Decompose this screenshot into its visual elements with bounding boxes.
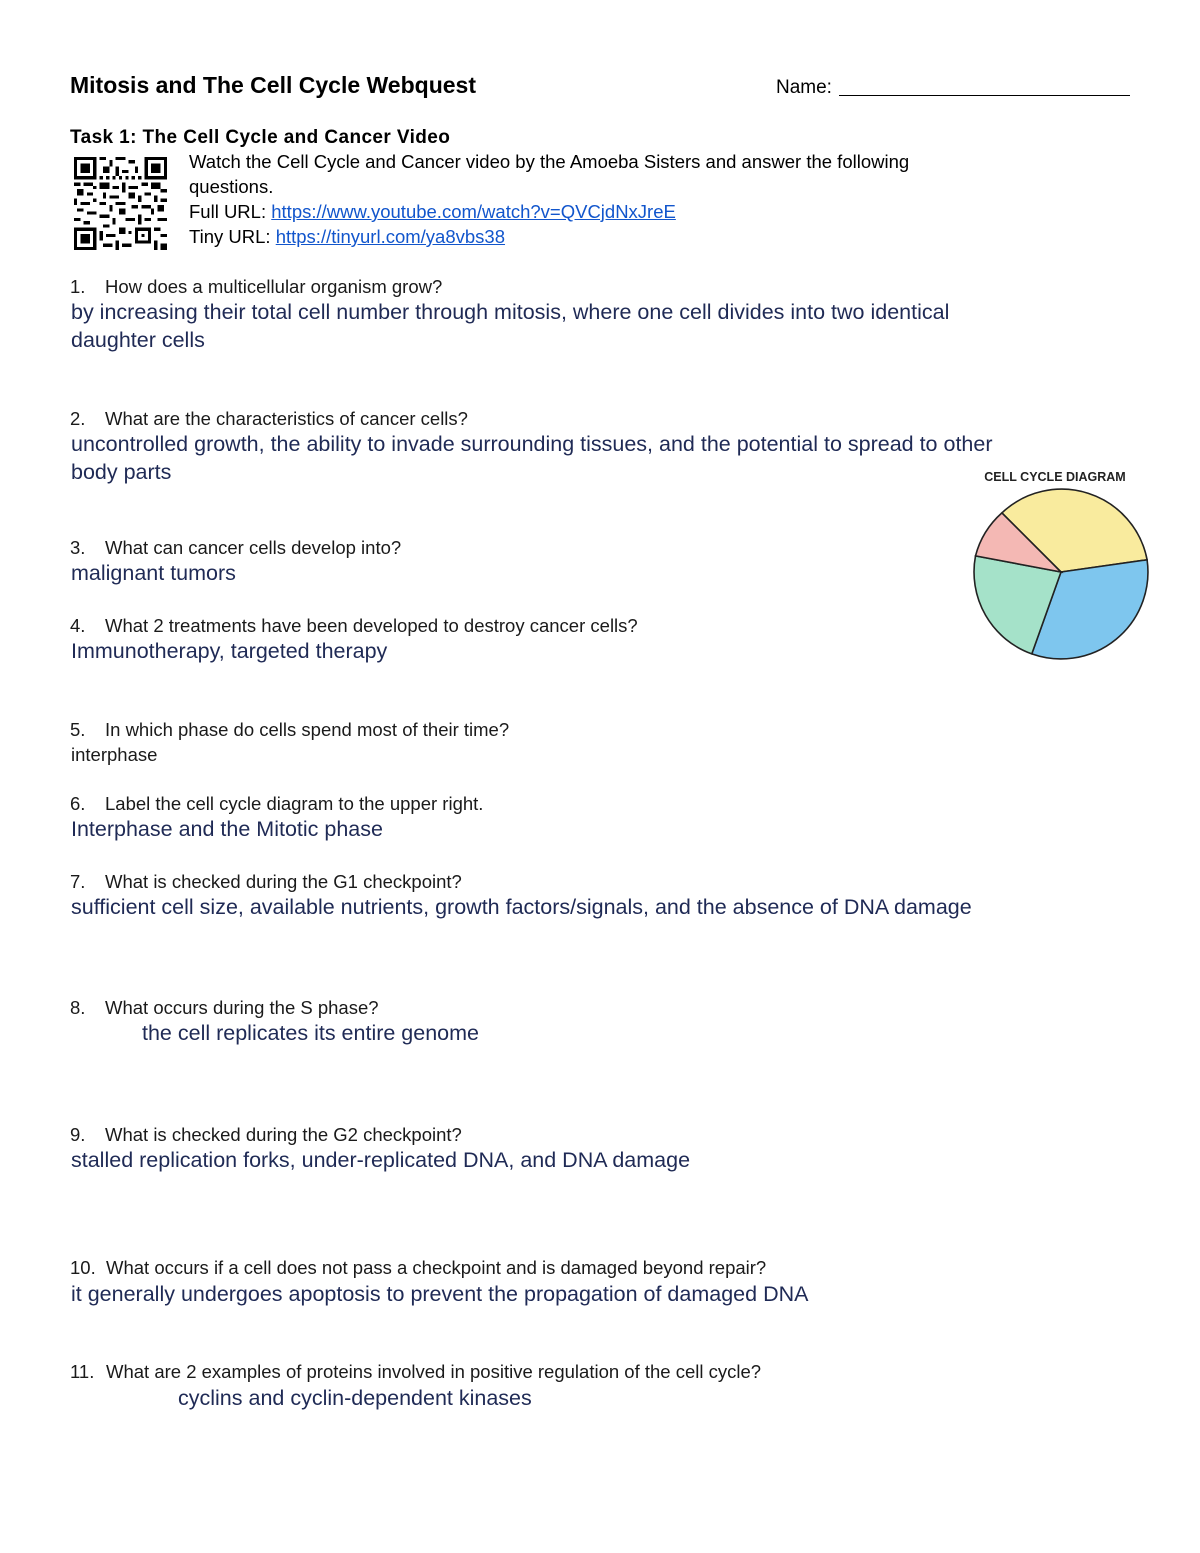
qr-code-icon (74, 157, 167, 250)
answer-9: stalled replication forks, under-replicated DNA, and DNA damage (71, 1148, 691, 1172)
question-11: 11. What are 2 examples of proteins involved in positive regulation of the cell cycle? (70, 1361, 762, 1382)
full-url-line (189, 199, 676, 224)
question-3: 3. What can cancer cells develop into? (70, 537, 402, 558)
tiny-url-label: Tiny URL: (189, 226, 276, 247)
cell-cycle-diagram (968, 462, 1158, 667)
full-url-label: Full URL: (189, 201, 272, 222)
answer-7: sufficient cell size, available nutrients, growth factors/signals, and the absence of DNA damage (71, 895, 972, 919)
document-title: Mitosis and The Cell Cycle Webquest (70, 72, 476, 98)
tiny-url-link[interactable]: https://tinyurl.com/ya8vbs38 (275, 226, 506, 247)
answer-6: Interphase and the Mitotic phase (71, 817, 383, 841)
tiny-url-line (189, 224, 505, 249)
task-1-instructions-line-2: questions. (189, 176, 274, 197)
answer-3: malignant tumors (71, 561, 236, 585)
name-label: Name: (776, 77, 832, 98)
question-9: 9. What is checked during the G2 checkpoint? (70, 1124, 462, 1145)
answer-11: cyclins and cyclin-dependent kinases (178, 1386, 532, 1410)
question-1: 1. How does a multicellular organism grow? (70, 276, 443, 297)
task-1-heading: Task 1: The Cell Cycle and Cancer Video (70, 127, 451, 148)
answer-2: uncontrolled growth, the ability to invade surrounding tissues, and the potential to spread to other body parts (71, 432, 993, 484)
full-url-link[interactable]: https://www.youtube.com/watch?v=QVCjdNxJreE (271, 201, 676, 222)
question-8: 8. What occurs during the S phase? (70, 997, 379, 1018)
question-10: 10. What occurs if a cell does not pass a checkpoint and is damaged beyond repair? (70, 1257, 767, 1278)
task-1-instructions-line-1: Watch the Cell Cycle and Cancer video by the Amoeba Sisters and answer the following (189, 151, 910, 172)
question-5: 5. In which phase do cells spend most of their time? (70, 719, 510, 740)
answer-4: Immunotherapy, targeted therapy (71, 639, 388, 663)
answer-8: the cell replicates its entire genome (142, 1021, 480, 1045)
question-7: 7. What is checked during the G1 checkpoint? (70, 871, 462, 892)
answer-5: interphase (71, 744, 158, 765)
answer-10: it generally undergoes apoptosis to prevent the propagation of damaged DNA (71, 1282, 809, 1306)
answer-1: by increasing their total cell number through mitosis, where one cell divides into two identical daughter cells (71, 300, 950, 352)
question-4: 4. What 2 treatments have been developed to destroy cancer cells? (70, 615, 638, 636)
diagram-title: CELL CYCLE DIAGRAM (984, 470, 1126, 484)
name-field-line[interactable] (839, 95, 1130, 96)
question-2: 2. What are the characteristics of cancer cells? (70, 408, 468, 429)
question-6: 6. Label the cell cycle diagram to the upper right. (70, 793, 484, 814)
